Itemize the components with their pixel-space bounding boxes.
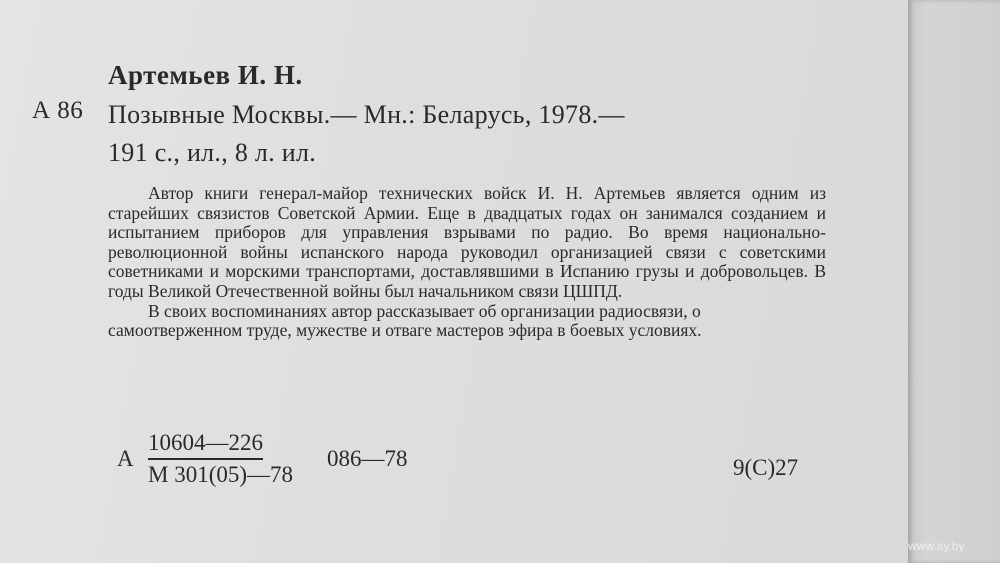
annotation-text (108, 184, 826, 341)
bbk-index: 9(С)27 (733, 455, 799, 480)
bibliographic-title-line: Позывные Москвы.— Мн.: Беларусь, 1978.— (108, 100, 625, 129)
watermark-text: www.ay.by (908, 539, 965, 553)
annotation-paragraph-1: Автор книги генерал-майор технических войск И. Н. Артемьев является одним из старейших связистов Советской Армии. Еще в двадцатых годах он занимался созданием и испытанием приборов для управления взрывами по радио. Во время национально-революционной войны испанского народа руководил организацией связи с советскими советниками и морскими транспортами, доставлявшими в Испанию грузы и добровольцев. В годы Великой Отечественной войны был начальником связи ЦШПД. (108, 183, 826, 301)
bibliographic-pages-line: 191 с., ил., 8 л. ил. (108, 138, 317, 167)
catalog-fraction (148, 430, 293, 488)
library-class-code: А 86 (32, 97, 84, 124)
fraction-numerator: 10604—226 (148, 430, 263, 460)
annotation-paragraph-2: В своих воспоминаниях автор рассказывает об организации радиосвязи, о самоотверженном труде, мужестве и отваге мастеров эфира в боевых условиях. (108, 300, 702, 341)
catalog-code-tail: 086—78 (327, 446, 408, 471)
book-edge (908, 0, 1000, 563)
author-name: Артемьев И. Н. (108, 60, 303, 90)
catalog-letter: А (117, 446, 134, 471)
fraction-denominator: М 301(05)—78 (148, 462, 294, 487)
